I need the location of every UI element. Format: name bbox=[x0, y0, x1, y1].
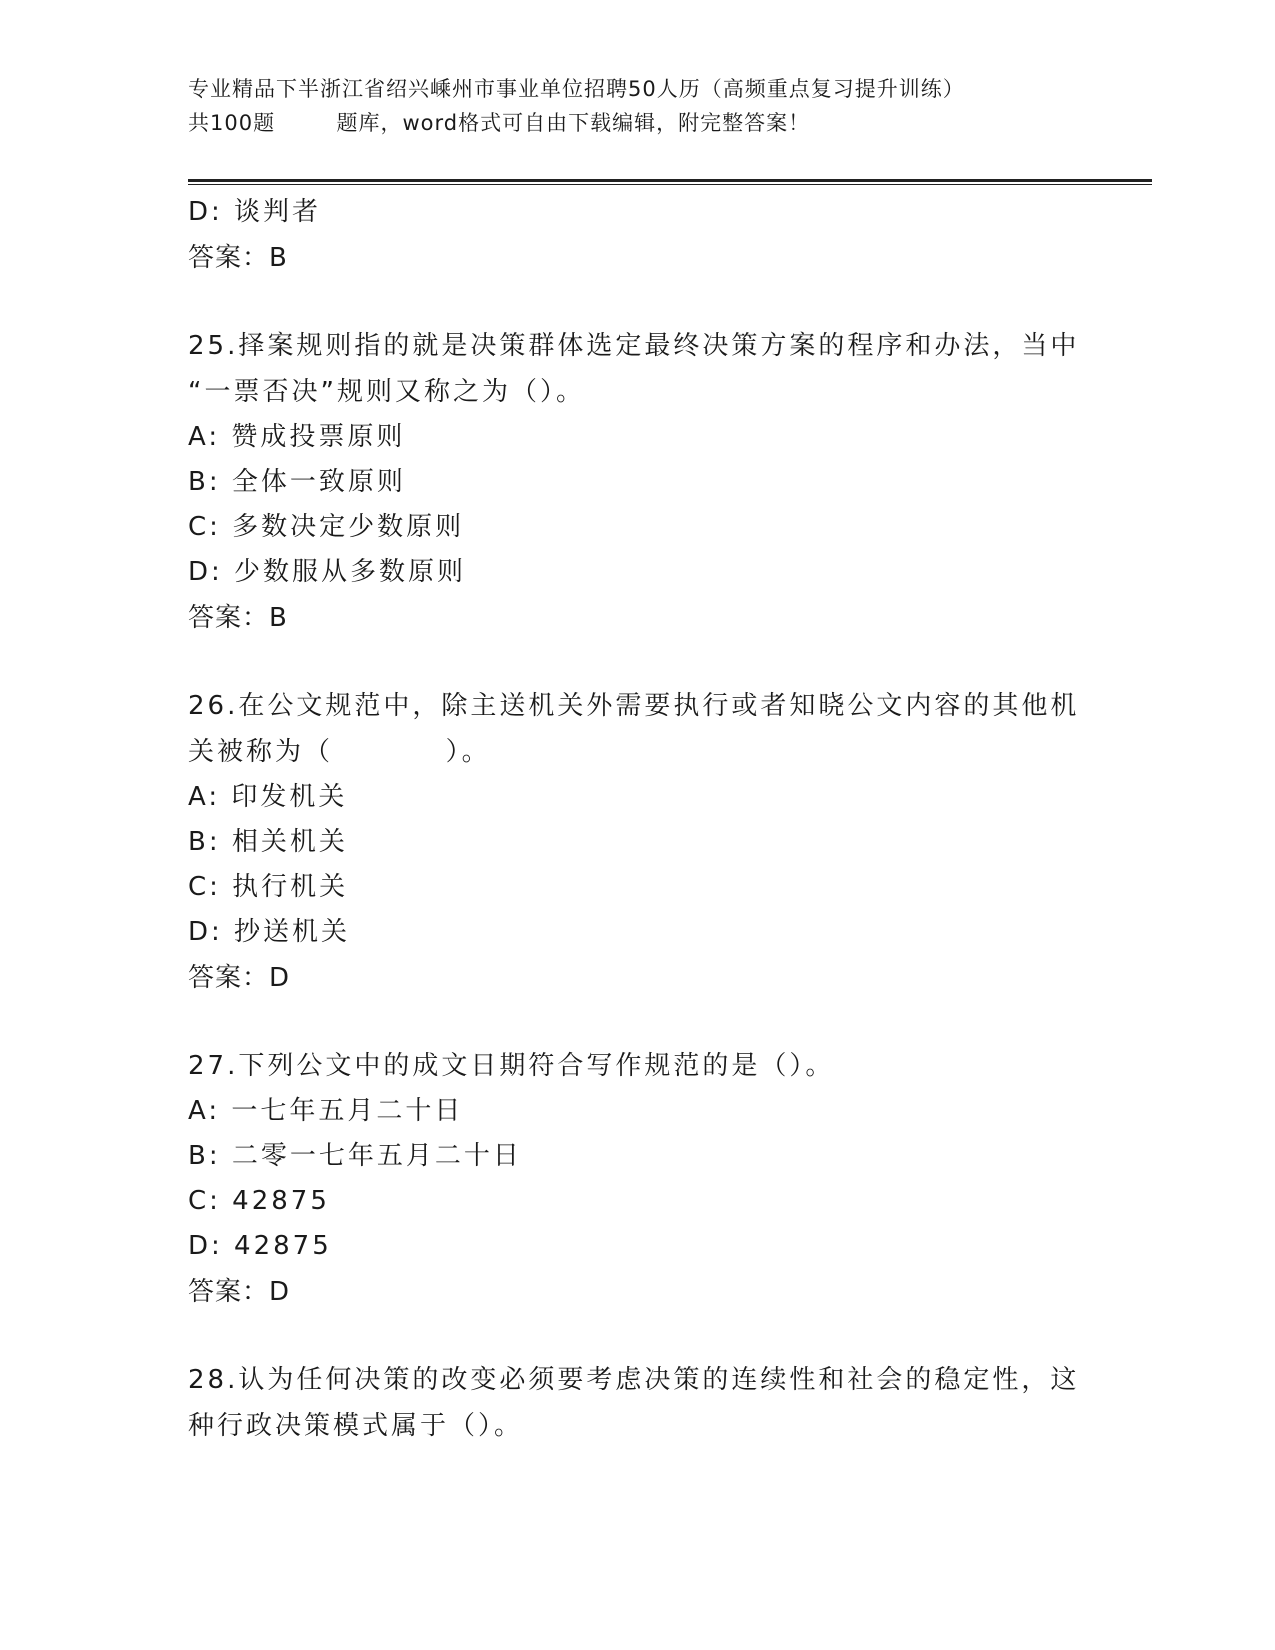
question-text: 种行政决策模式属于（）。 bbox=[188, 1411, 524, 1441]
question-text: “一票否决”规则又称之为（）。 bbox=[188, 377, 585, 407]
question-text: 27.下列公文中的成文日期符合写作规范的是（）。 bbox=[188, 1051, 835, 1081]
header-title: 专业精品下半浙江省绍兴嵊州市事业单位招聘50人历（高频重点复习提升训练） bbox=[188, 77, 965, 101]
header-rule-thick bbox=[188, 179, 1152, 182]
option-a: A: 赞成投票原则 bbox=[188, 422, 406, 452]
question-27 bbox=[188, 1043, 1088, 1315]
option-b: B: 二零一七年五月二十日 bbox=[188, 1141, 522, 1171]
option-d: D: 谈判者 bbox=[188, 197, 322, 227]
option-a: A: 印发机关 bbox=[188, 782, 348, 812]
question-text: 25.择案规则指的就是决策群体选定最终决策方案的程序和办法，当中 bbox=[188, 331, 1080, 361]
option-c: C: 42875 bbox=[188, 1186, 330, 1216]
option-b: B: 相关机关 bbox=[188, 827, 348, 857]
question-text: 26.在公文规范中，除主送机关外需要执行或者知晓公文内容的其他机 bbox=[188, 691, 1080, 721]
option-c: C: 多数决定少数原则 bbox=[188, 512, 465, 542]
answer: 答案：B bbox=[188, 603, 288, 633]
answer: 答案：D bbox=[188, 963, 291, 993]
question-26 bbox=[188, 683, 1088, 1001]
question-28 bbox=[188, 1357, 1088, 1449]
question-text: 关被称为（ ）。 bbox=[188, 737, 491, 767]
option-d: D: 42875 bbox=[188, 1231, 332, 1261]
option-b: B: 全体一致原则 bbox=[188, 467, 406, 497]
header-rule-thin bbox=[188, 184, 1152, 185]
question-25 bbox=[188, 323, 1088, 641]
option-a: A: 一七年五月二十日 bbox=[188, 1096, 464, 1126]
option-d: D: 抄送机关 bbox=[188, 917, 351, 947]
header-subtitle: 共100题 题库，word格式可自由下载编辑，附完整答案！ bbox=[188, 111, 811, 135]
document-header bbox=[188, 72, 1148, 140]
document-body bbox=[188, 190, 1088, 1449]
option-d: D: 少数服从多数原则 bbox=[188, 557, 467, 587]
answer: 答案：B bbox=[188, 243, 288, 273]
question-text: 28.认为任何决策的改变必须要考虑决策的连续性和社会的稳定性，这 bbox=[188, 1365, 1080, 1395]
option-c: C: 执行机关 bbox=[188, 872, 349, 902]
answer: 答案：D bbox=[188, 1277, 291, 1307]
